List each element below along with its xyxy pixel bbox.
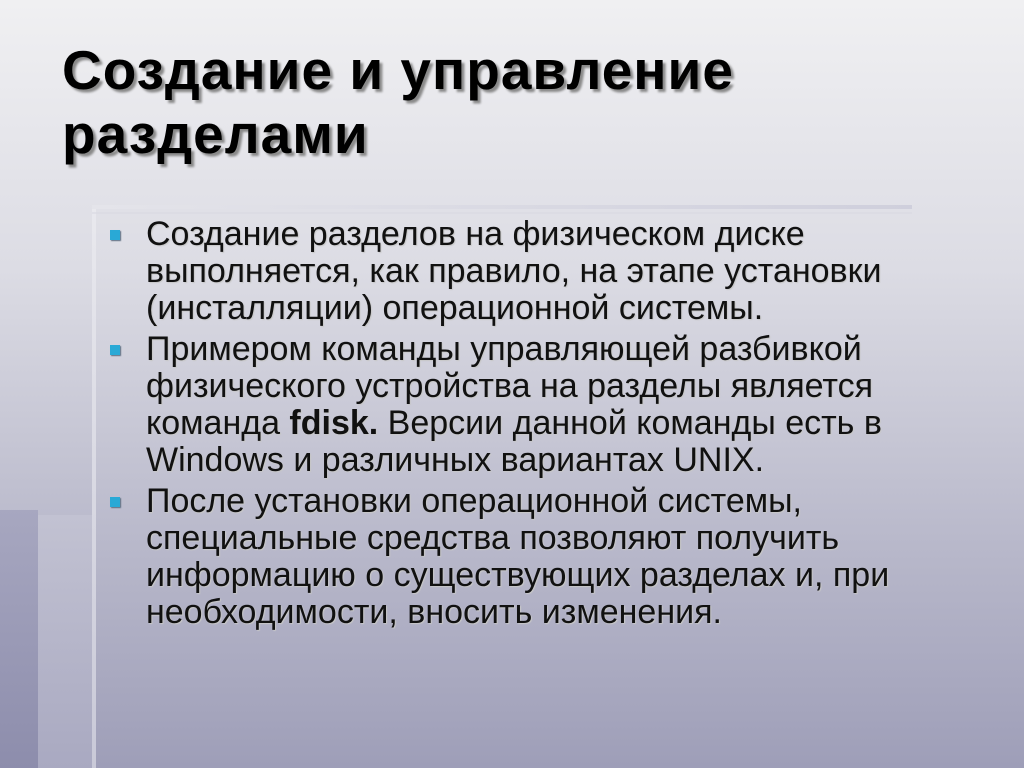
bullet-list bbox=[108, 216, 988, 635]
square-bullet-icon bbox=[110, 230, 120, 240]
bullet-item-3 bbox=[108, 483, 988, 631]
decor-left-block-secondary bbox=[38, 515, 93, 768]
bullet-text-1: Создание разделов на физическом диске выполняется, как правило, на этапе установки (инсталляции) операционной системы. bbox=[146, 215, 882, 327]
bullet-item-1 bbox=[108, 216, 988, 327]
bullet-text-2-before: Примером команды управляющей разбивкой физического устройства на разделы является команда bbox=[146, 330, 874, 442]
decor-horizontal-line-secondary bbox=[92, 212, 912, 214]
decor-vertical-line bbox=[92, 205, 96, 768]
bullet-item-2 bbox=[108, 331, 988, 479]
decor-left-block bbox=[0, 510, 38, 768]
slide-title: Создание и управление разделами bbox=[62, 39, 734, 165]
square-bullet-icon bbox=[110, 497, 120, 507]
bullet-text-2-after: Версии данной команды есть в Windows и различных вариантах UNIX. bbox=[146, 404, 882, 479]
decor-horizontal-line bbox=[92, 205, 912, 209]
square-bullet-icon bbox=[110, 345, 120, 355]
bullet-text-3: После установки операционной системы, специальные средства позволяют получить информацию о существующих разделах и, при необходимости, вносить изменения. bbox=[146, 482, 890, 631]
command-name: fdisk. bbox=[289, 404, 379, 442]
